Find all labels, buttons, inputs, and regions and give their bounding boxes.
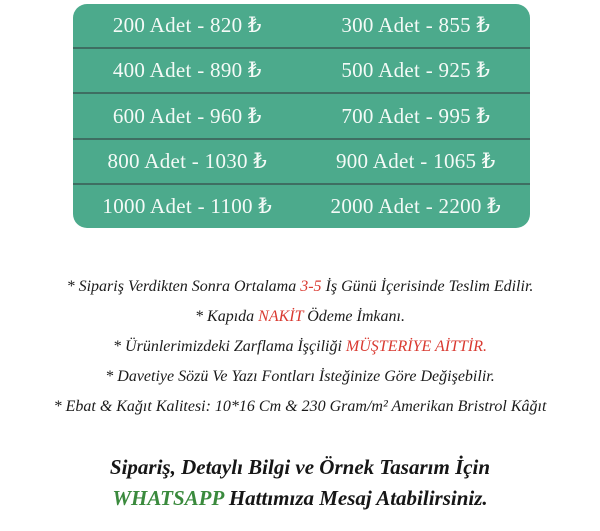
price-cell-right: 500 Adet - 925 ₺: [341, 58, 491, 83]
note-line-envelope: [0, 332, 600, 362]
price-cell-left: 600 Adet - 960 ₺: [112, 103, 262, 128]
note-line-delivery: [0, 272, 600, 302]
price-cell-right: 2000 Adet - 2200 ₺: [330, 193, 501, 218]
note-text: * Davetiye Sözü Ve Yazı Fontları İsteğinize Göre Değişebilir.: [105, 368, 495, 385]
price-cell-left: 400 Adet - 890 ₺: [112, 58, 262, 83]
note-text: * Sipariş Verdikten Sonra Ortalama: [66, 278, 301, 295]
footer-line-1: Sipariş, Detaylı Bilgi ve Örnek Tasarım İçin: [109, 455, 491, 479]
note-text: * Ürünlerimizdeki Zarflama İşçiliği: [113, 338, 346, 355]
note-line-paper: [0, 392, 600, 422]
footer-section: [0, 452, 600, 514]
note-highlight: 3-5: [300, 278, 322, 295]
price-cell-right: 900 Adet - 1065 ₺: [335, 148, 496, 173]
note-line-payment: [0, 302, 600, 332]
price-row: [73, 47, 530, 92]
price-row: [73, 4, 530, 47]
price-cell-right: 700 Adet - 995 ₺: [341, 103, 491, 128]
whatsapp-highlight: WHATSAPP: [112, 486, 224, 510]
price-cell-left: 200 Adet - 820 ₺: [112, 13, 262, 38]
note-text: * Ebat & Kağıt Kalitesi: 10*16 Cm & 230 Gram/m² Amerikan Bristrol Kâğıt: [53, 398, 547, 415]
price-row: [73, 92, 530, 137]
note-text: İş Günü İçerisinde Teslim Edilir.: [321, 278, 534, 295]
price-cell-right: 300 Adet - 855 ₺: [341, 13, 491, 38]
price-row: [73, 138, 530, 183]
note-highlight: MÜŞTERİYE AİTTİR.: [345, 338, 487, 355]
footer-line-2: [0, 483, 600, 514]
notes-section: [0, 272, 600, 422]
price-cell-left: 1000 Adet - 1100 ₺: [102, 193, 273, 218]
footer-line-2-rest: Hattımıza Mesaj Atabilirsiniz.: [223, 486, 488, 510]
note-text: Ödeme İmkanı.: [303, 308, 405, 325]
note-line-fonts: [0, 362, 600, 392]
note-highlight: NAKİT: [258, 308, 304, 325]
price-table: [73, 4, 530, 228]
note-text: * Kapıda: [195, 308, 259, 325]
price-cell-left: 800 Adet - 1030 ₺: [107, 148, 268, 173]
price-row: [73, 183, 530, 228]
